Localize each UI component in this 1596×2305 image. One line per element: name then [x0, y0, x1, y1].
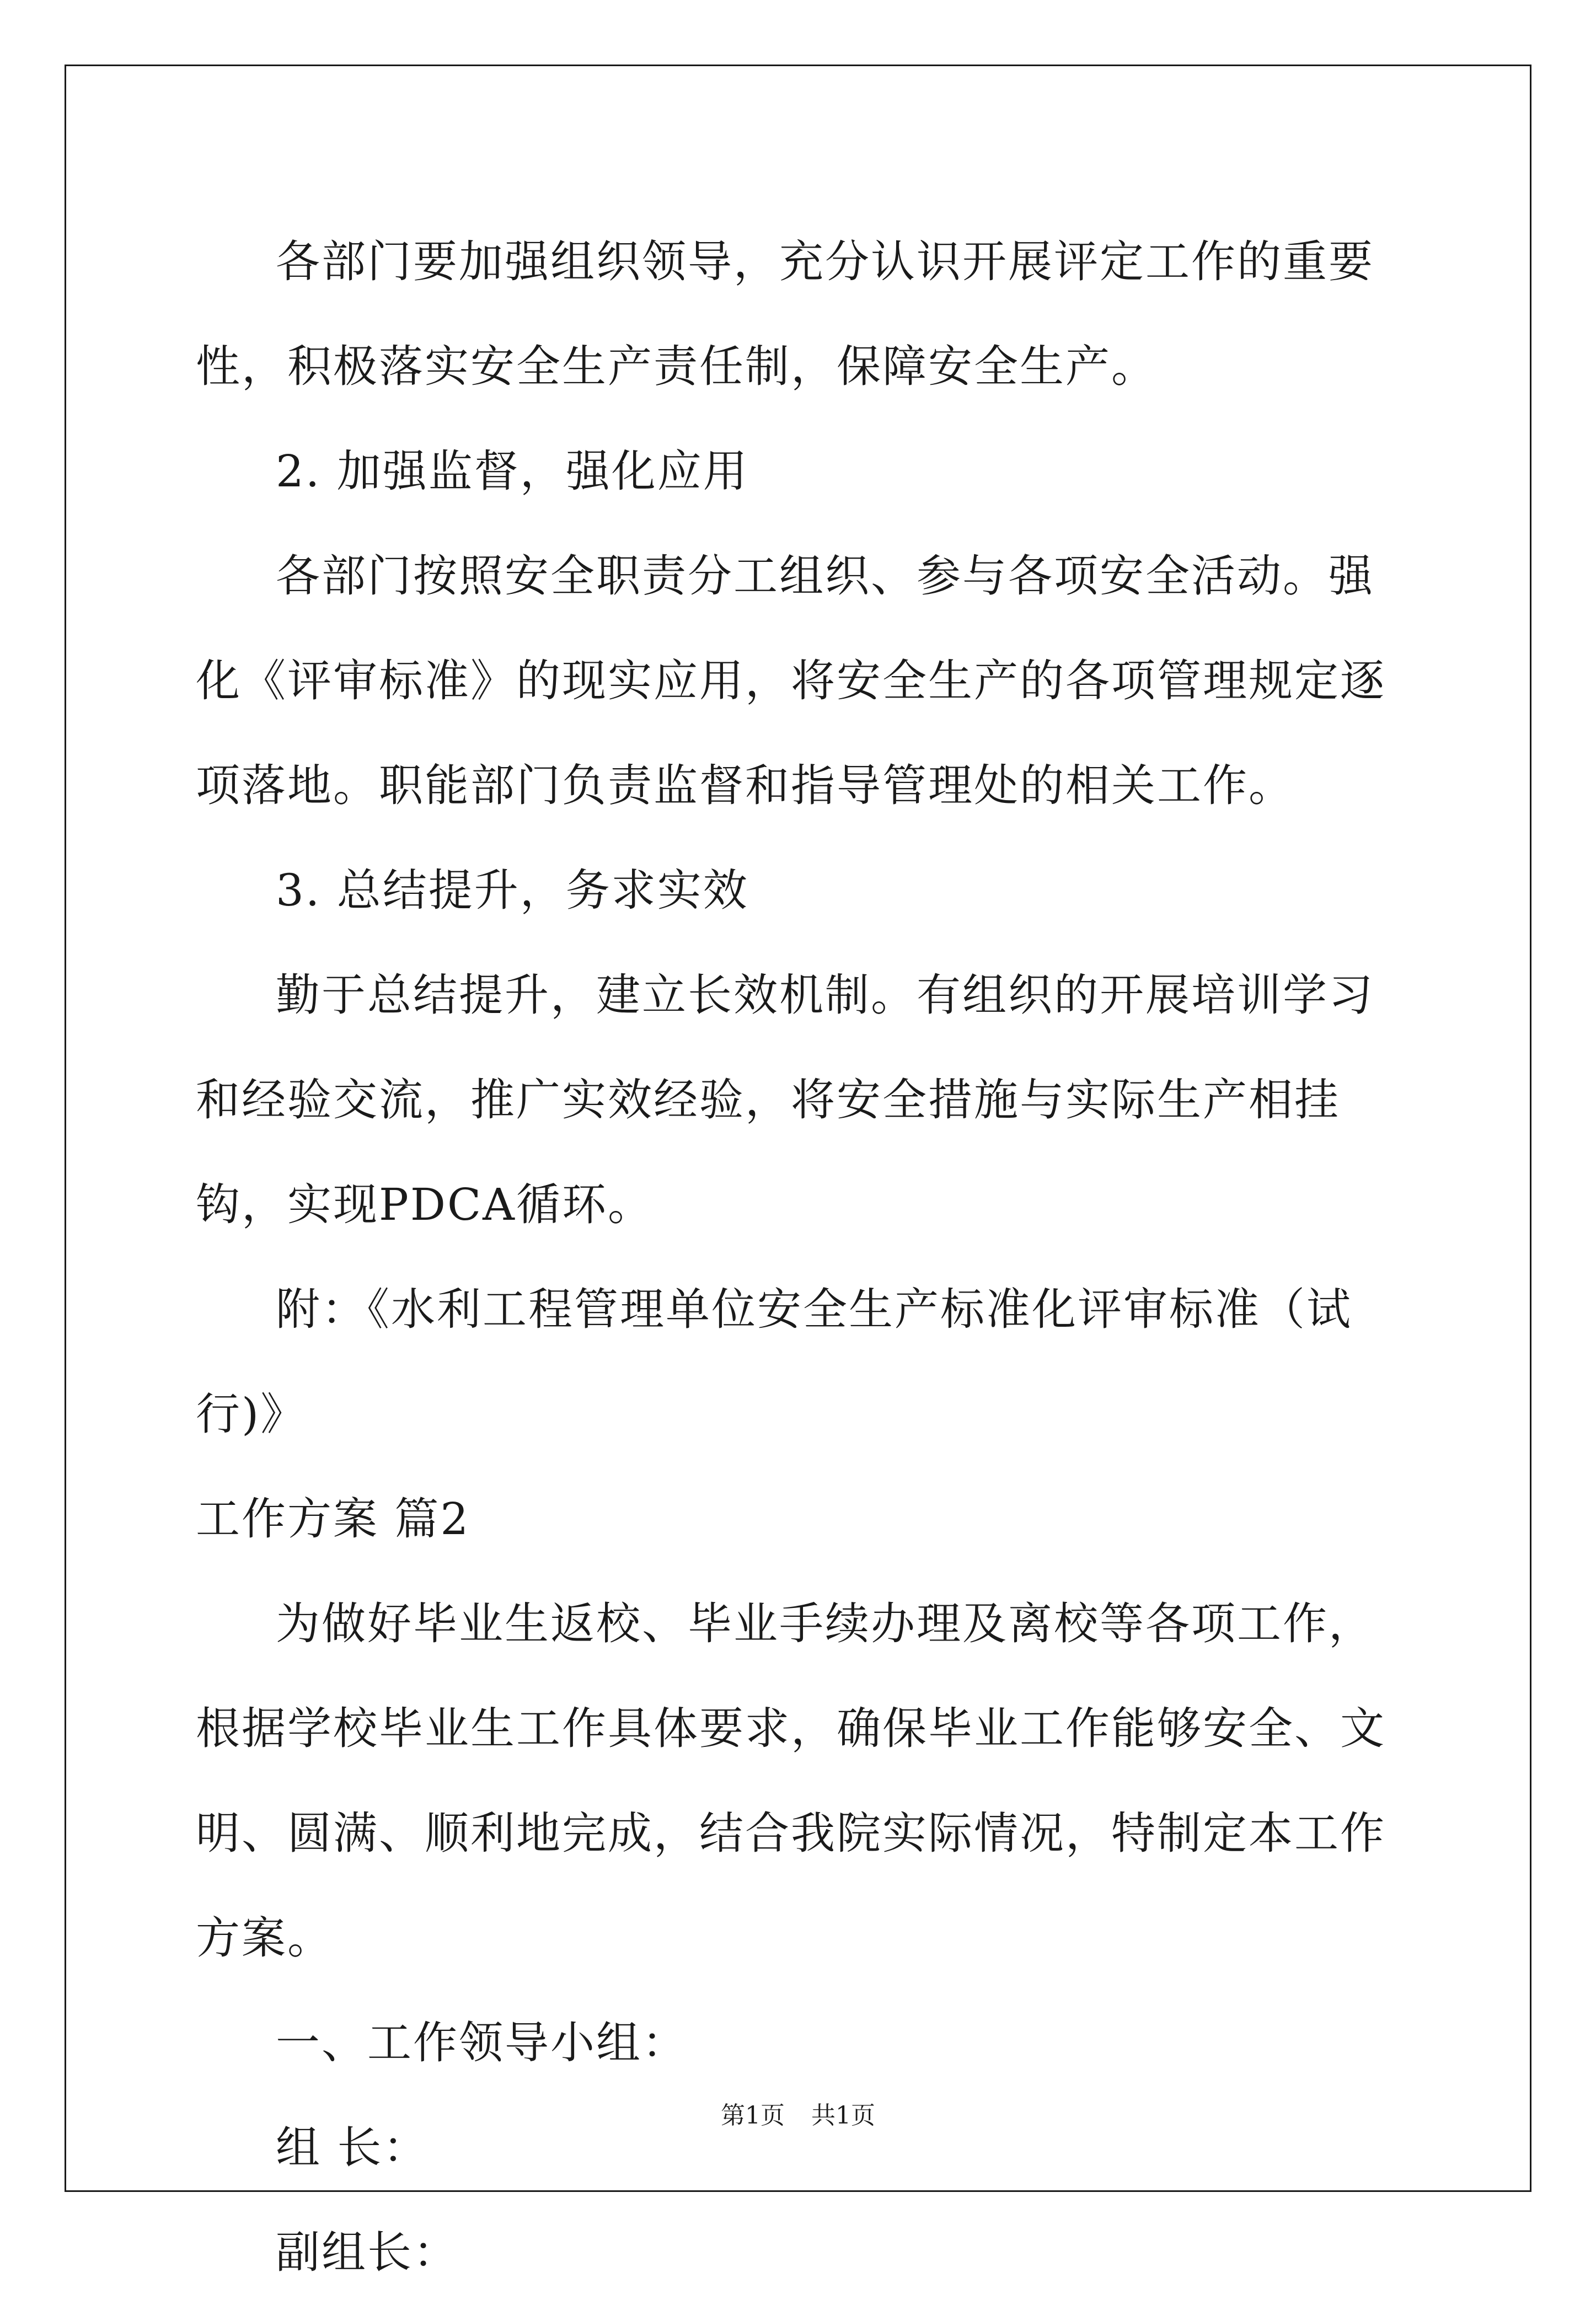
document-title: 工作方案 篇2 [196, 1493, 470, 1545]
section-heading: 2. 加强监督，强化应用 [276, 446, 749, 497]
attachment-note: 附：《水利工程管理单位安全生产标准化评审标准（试行)》 [196, 1284, 1352, 1440]
list-item: 副组长： [276, 2227, 459, 2278]
section-heading: 3. 总结提升，务求实效 [276, 865, 749, 916]
list-item: 组 长： [276, 2122, 429, 2173]
paragraph: 各部门按照安全职责分工组织、参与各项安全活动。强化《评审标准》的现实应用，将安全生产的各项管理规定逐项落地。职能部门负责监督和指导管理处的相关工作。 [196, 550, 1386, 811]
page-footer [0, 2095, 1596, 2131]
page-count: 共1页 [811, 2102, 875, 2130]
page-number: 第1页 [721, 2102, 785, 2130]
paragraph: 勤于总结提升，建立长效机制。有组织的开展培训学习和经验交流，推广实效经验，将安全措施与实际生产相挂钩，实现PDCA循环。 [196, 969, 1374, 1230]
paragraph: 各部门要加强组织领导，充分认识开展评定工作的重要性，积极落实安全生产责任制，保障安全生产。 [196, 236, 1374, 392]
paragraph: 为做好毕业生返校、毕业手续办理及离校等各项工作，根据学校毕业生工作具体要求，确保毕业工作能够安全、文明、圆满、顺利地完成，结合我院实际情况，特制定本工作方案。 [196, 1598, 1386, 1964]
section-heading: 一、工作领导小组： [276, 2017, 688, 2068]
document-body [196, 210, 1409, 2305]
